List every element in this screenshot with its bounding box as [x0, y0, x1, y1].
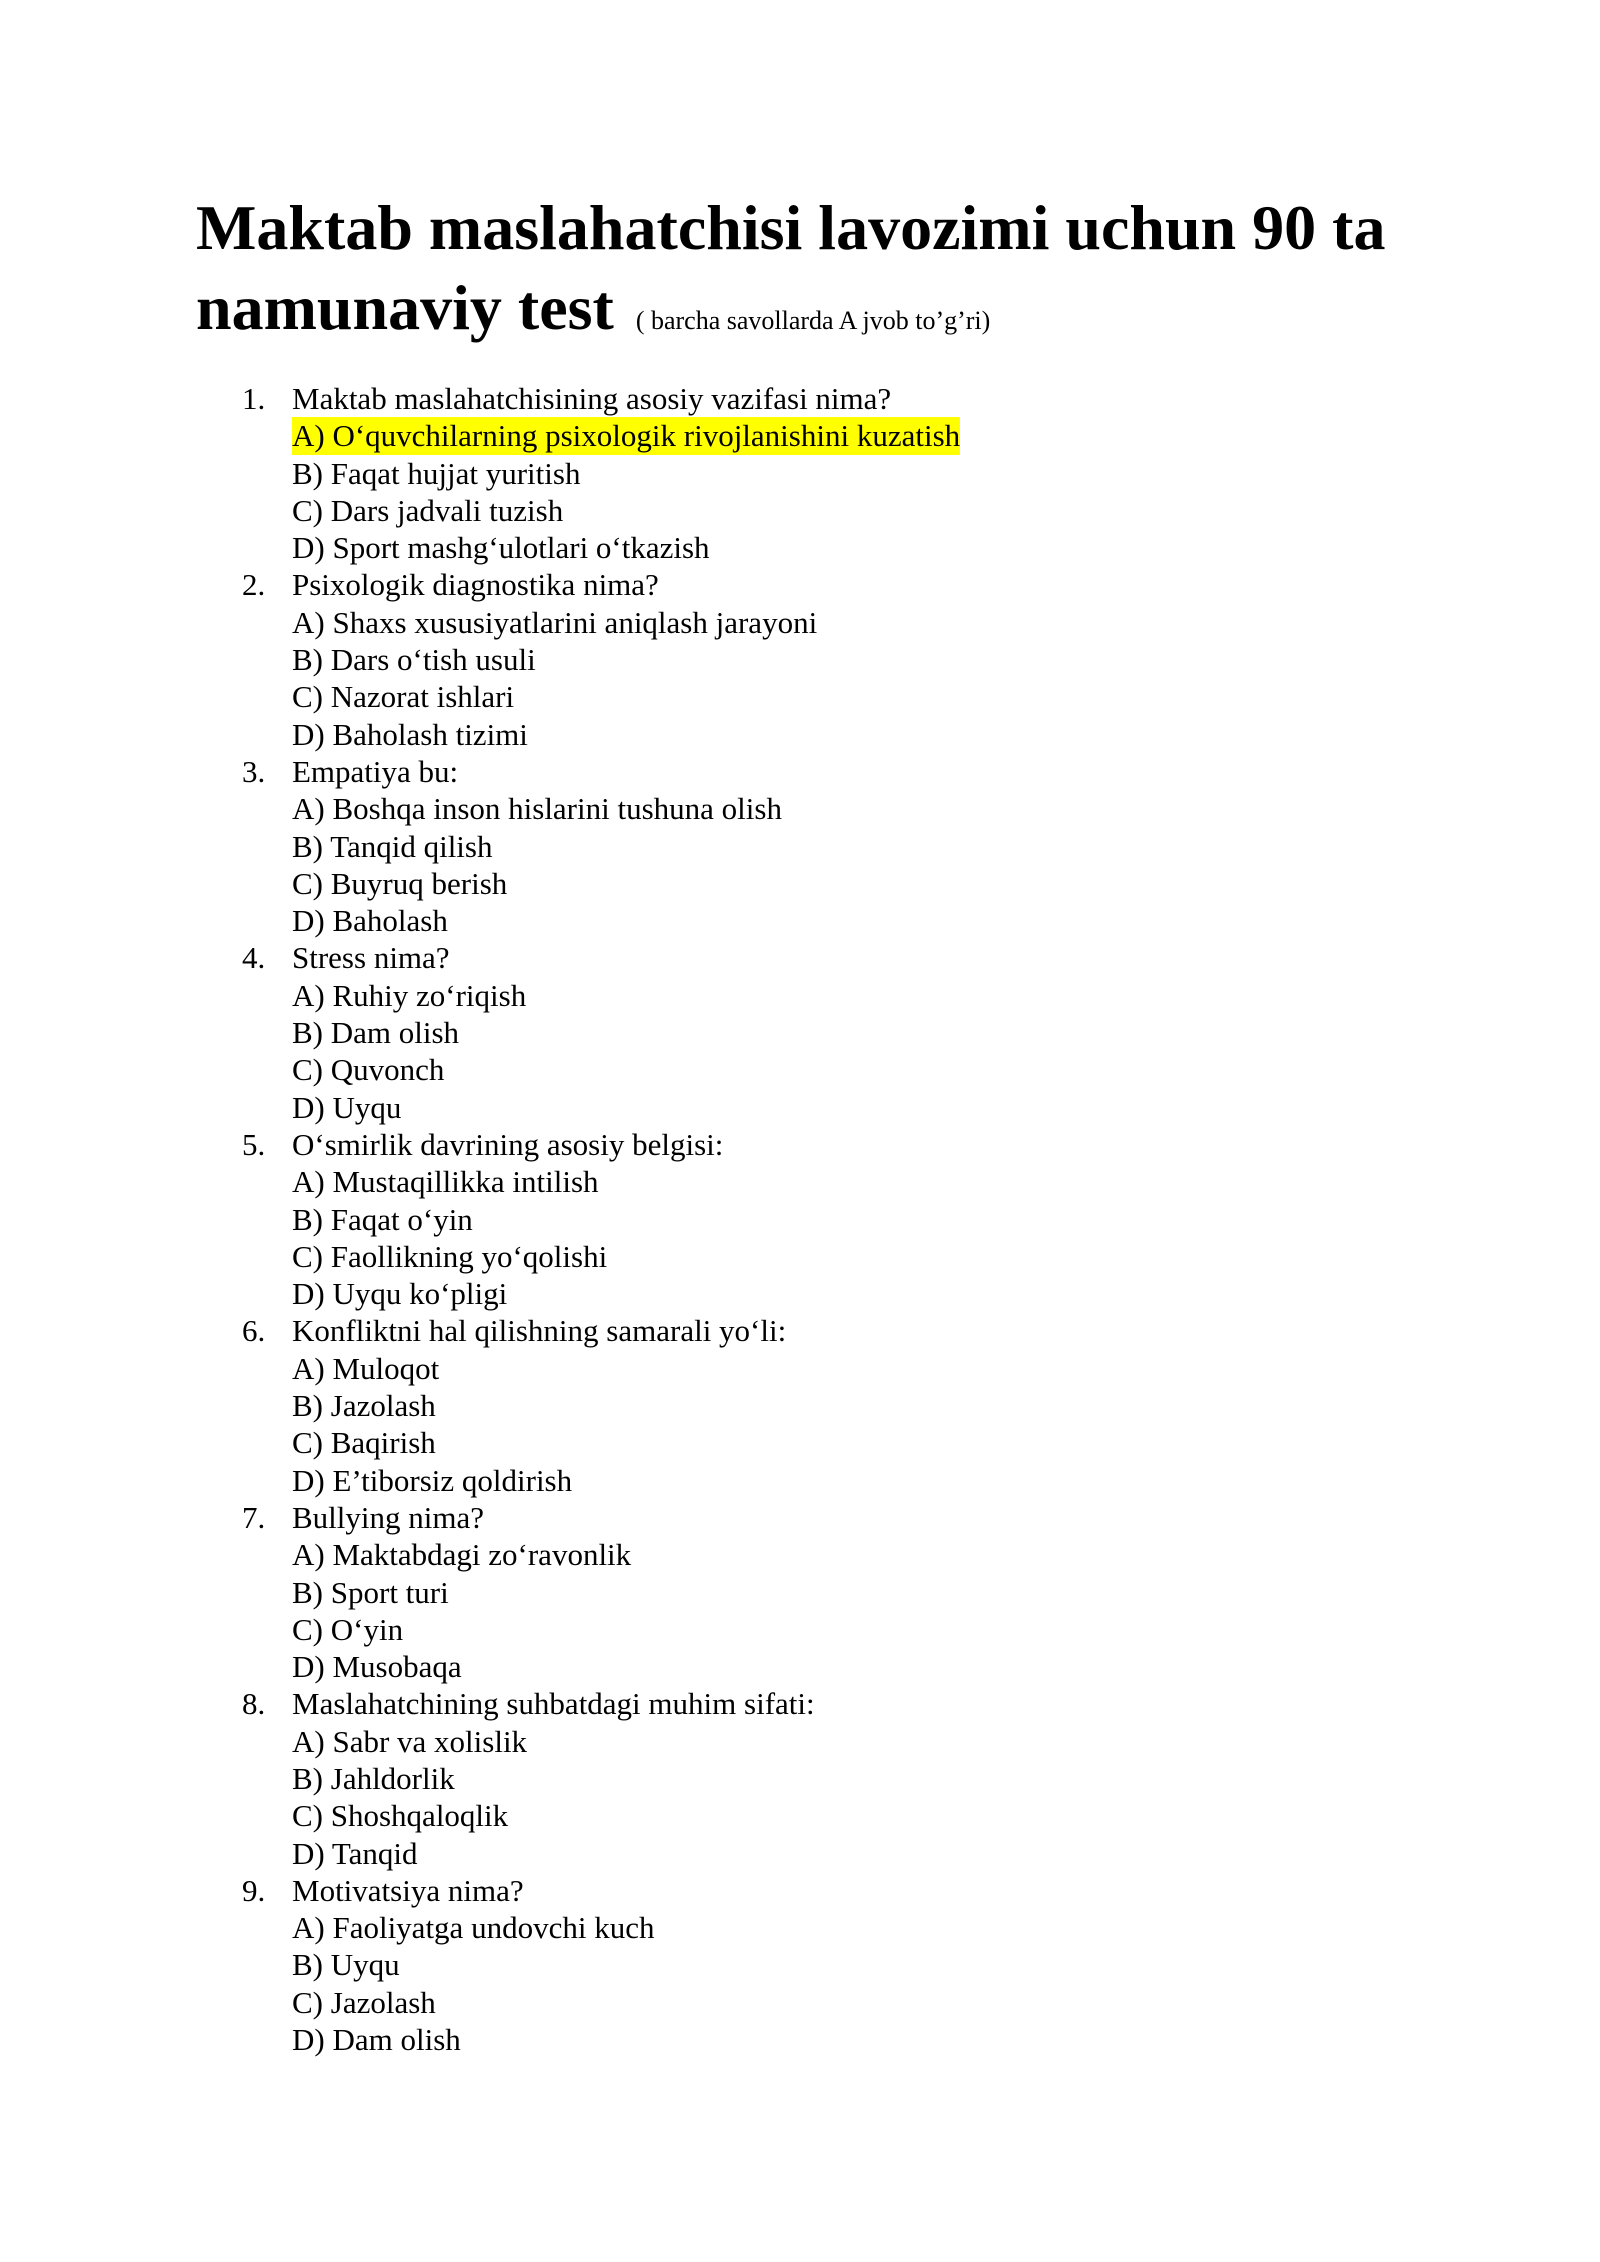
document-title-text: Maktab maslahatchisi lavozimi uchun 90 ta namunaviy test [196, 192, 1386, 343]
option-line [0, 828, 1600, 865]
answer-option: B) Faqat o‘yin [292, 1201, 473, 1237]
question-item [0, 1685, 1600, 1871]
question-text: Stress nima? [292, 940, 450, 976]
option-line [0, 2021, 1600, 2058]
option-line [0, 417, 1600, 454]
answer-option: C) Jazolash [292, 1984, 436, 2020]
answer-option: A) Sabr va xolislik [292, 1723, 528, 1759]
question-line [0, 939, 1600, 976]
option-line [0, 455, 1600, 492]
option-line [0, 716, 1600, 753]
option-line [0, 1014, 1600, 1051]
question-line [0, 1499, 1600, 1536]
answer-option: A) Maktabdagi zo‘ravonlik [292, 1537, 632, 1573]
option-line [0, 1909, 1600, 1946]
question-line [0, 380, 1600, 417]
answer-option: B) Sport turi [292, 1574, 449, 1610]
question-item [0, 1312, 1600, 1498]
question-line [0, 1312, 1600, 1349]
answer-option: D) Uyqu [292, 1089, 402, 1125]
answer-option: C) Faollikning yo‘qolishi [292, 1238, 608, 1274]
question-text: O‘smirlik davrining asosiy belgisi: [292, 1126, 724, 1162]
option-line [0, 1574, 1600, 1611]
question-text: Maktab maslahatchisining asosiy vazifasi nima? [292, 381, 892, 416]
answer-option: D) Uyqu ko‘pligi [292, 1276, 508, 1312]
option-line [0, 790, 1600, 827]
answer-option: C) O‘yin [292, 1611, 404, 1647]
option-line [0, 1797, 1600, 1834]
answer-option: A) Boshqa inson hislarini tushuna olish [292, 791, 782, 827]
question-number: 5. [242, 1126, 266, 1162]
option-line [0, 1462, 1600, 1499]
question-text: Motivatsiya nima? [292, 1872, 524, 1908]
question-item [0, 939, 1600, 1125]
question-line [0, 1126, 1600, 1163]
question-number: 1. [242, 381, 266, 416]
question-line [0, 566, 1600, 603]
option-line [0, 641, 1600, 678]
option-line [0, 1089, 1600, 1126]
answer-option: B) Dam olish [292, 1015, 460, 1051]
answer-option: B) Faqat hujjat yuritish [292, 455, 581, 491]
question-line [0, 753, 1600, 790]
option-line [0, 1201, 1600, 1238]
answer-option: D) Baholash tizimi [292, 716, 528, 752]
question-item [0, 1872, 1600, 2058]
answer-option: D) Musobaqa [292, 1649, 462, 1685]
question-number: 6. [242, 1313, 266, 1349]
question-number: 3. [242, 753, 266, 789]
option-line [0, 902, 1600, 939]
option-line [0, 1946, 1600, 1983]
answer-option: D) Tanqid [292, 1835, 418, 1871]
option-line [0, 1984, 1600, 2021]
question-item [0, 1499, 1600, 1685]
answer-option: D) E’tiborsiz qoldirish [292, 1462, 573, 1498]
option-line [0, 604, 1600, 641]
highlighted-answer-option: A) O‘quvchilarning psixologik rivojlanishini kuzatish [292, 418, 961, 454]
question-number: 8. [242, 1686, 266, 1722]
answer-option: C) Nazorat ishlari [292, 679, 515, 715]
document-title-note: ( barcha savollarda A jvob to’g’ri) [635, 306, 991, 335]
answer-option: C) Baqirish [292, 1425, 436, 1461]
document-title [196, 188, 1446, 348]
question-number: 9. [242, 1872, 266, 1908]
question-item [0, 566, 1600, 752]
answer-option: C) Dars jadvali tuzish [292, 492, 564, 528]
question-number: 2. [242, 567, 266, 603]
question-line [0, 1872, 1600, 1909]
option-line [0, 1275, 1600, 1312]
option-line [0, 1238, 1600, 1275]
answer-option: A) Muloqot [292, 1350, 440, 1386]
question-item [0, 1126, 1600, 1312]
option-line [0, 492, 1600, 529]
question-item [0, 380, 1600, 566]
question-list [0, 380, 1600, 2058]
option-line [0, 678, 1600, 715]
answer-option: A) Ruhiy zo‘riqish [292, 977, 527, 1013]
question-text: Empatiya bu: [292, 753, 459, 789]
question-number: 7. [242, 1499, 266, 1535]
question-item [0, 753, 1600, 939]
question-text: Konfliktni hal qilishning samarali yo‘li: [292, 1313, 787, 1349]
option-line [0, 977, 1600, 1014]
answer-option: D) Sport mashg‘ulotlari o‘tkazish [292, 530, 710, 566]
option-line [0, 1648, 1600, 1685]
answer-option: B) Jazolash [292, 1388, 436, 1424]
answer-option: C) Shoshqaloqlik [292, 1798, 509, 1834]
answer-option: C) Quvonch [292, 1052, 445, 1088]
option-line [0, 1163, 1600, 1200]
option-line [0, 1723, 1600, 1760]
answer-option: B) Tanqid qilish [292, 828, 493, 864]
option-line [0, 1611, 1600, 1648]
option-line [0, 1835, 1600, 1872]
option-line [0, 1760, 1600, 1797]
option-line [0, 1387, 1600, 1424]
option-line [0, 1051, 1600, 1088]
answer-option: A) Faoliyatga undovchi kuch [292, 1910, 655, 1946]
question-line [0, 1685, 1600, 1722]
answer-option: A) Shaxs xususiyatlarini aniqlash jarayoni [292, 604, 818, 640]
question-text: Bullying nima? [292, 1499, 485, 1535]
answer-option: D) Dam olish [292, 2022, 461, 2058]
option-line [0, 1350, 1600, 1387]
answer-option: B) Uyqu [292, 1947, 400, 1983]
question-text: Psixologik diagnostika nima? [292, 567, 659, 603]
answer-option: B) Jahldorlik [292, 1760, 455, 1796]
question-text: Maslahatchining suhbatdagi muhim sifati: [292, 1686, 815, 1722]
option-line [0, 865, 1600, 902]
option-line [0, 1536, 1600, 1573]
answer-option: C) Buyruq berish [292, 865, 508, 901]
question-number: 4. [242, 940, 266, 976]
answer-option: B) Dars o‘tish usuli [292, 642, 536, 678]
answer-option: A) Mustaqillikka intilish [292, 1164, 599, 1200]
answer-option: D) Baholash [292, 903, 448, 939]
option-line [0, 529, 1600, 566]
option-line [0, 1424, 1600, 1461]
